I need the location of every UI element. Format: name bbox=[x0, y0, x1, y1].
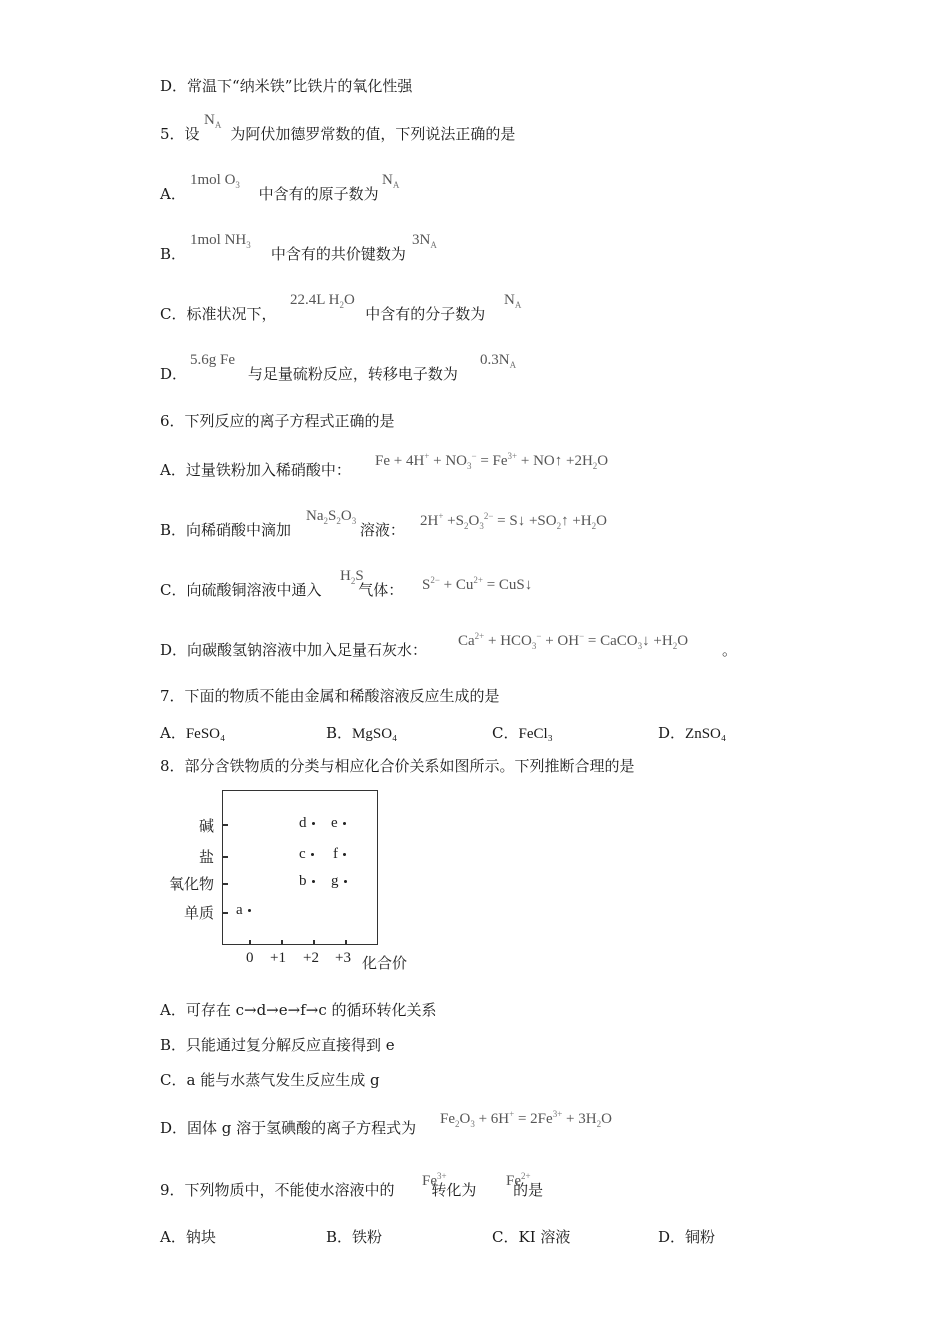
option-label: C． bbox=[492, 1228, 519, 1246]
q8-option-c bbox=[160, 1070, 380, 1090]
point-b: b bbox=[299, 873, 315, 890]
q6-stem bbox=[160, 411, 395, 431]
point-e: e bbox=[331, 815, 346, 832]
question-number: 9． bbox=[160, 1181, 185, 1199]
option-text: 向稀硝酸中滴加 bbox=[186, 521, 292, 539]
option-text: a 能与水蒸气发生反应生成 g bbox=[186, 1071, 380, 1089]
q8-option-d bbox=[160, 1109, 612, 1138]
q9-option-a bbox=[160, 1226, 216, 1247]
option-label: D． bbox=[160, 365, 188, 383]
x-tick bbox=[249, 940, 251, 945]
value: $N_A$ bbox=[504, 292, 522, 310]
formula: 22.4L $H_2O$ bbox=[290, 292, 355, 310]
q6-option-b bbox=[160, 508, 607, 540]
option-text: FeSO₄ bbox=[185, 726, 226, 742]
option-label: D． bbox=[160, 641, 188, 659]
stem: 部分含铁物质的分类与相应化合价关系如图所示。下列推断合理的是 bbox=[184, 757, 635, 775]
option-label: D． bbox=[160, 77, 188, 95]
equation: $S^{2-} + Cu^{2+}$ = CuS↓ bbox=[422, 575, 533, 593]
q9-option-b bbox=[326, 1226, 382, 1247]
y-tick bbox=[222, 824, 228, 826]
formula-na: $N_A$ bbox=[204, 112, 222, 130]
option-label: B． bbox=[160, 1036, 187, 1054]
option-text: 只能通过复分解反应直接得到 e bbox=[186, 1036, 395, 1054]
stem-pre: 下列物质中，不能使水溶液中的 bbox=[184, 1181, 395, 1199]
formula: $H_2S$ bbox=[340, 568, 364, 586]
q5-stem bbox=[160, 112, 516, 144]
y-label-base: 碱 bbox=[198, 817, 214, 835]
point-f: f bbox=[333, 846, 346, 863]
q5-option-a bbox=[160, 172, 400, 204]
option-text: ZnSO₄ bbox=[685, 726, 727, 742]
stem-pre: 设 bbox=[184, 125, 200, 143]
q9-stem bbox=[160, 1171, 544, 1200]
stem-post: 的是 bbox=[513, 1181, 544, 1199]
value: $3N_A$ bbox=[412, 232, 437, 250]
question-number: 5． bbox=[160, 125, 185, 143]
x-label-3: +3 bbox=[335, 950, 351, 966]
q4-option-d bbox=[160, 76, 412, 96]
option-label: B． bbox=[326, 1228, 353, 1246]
q7-stem bbox=[160, 686, 500, 706]
option-text: 铁粉 bbox=[352, 1228, 383, 1246]
option-label: D． bbox=[160, 1119, 188, 1137]
q5-option-b bbox=[160, 232, 437, 264]
q7-option-b bbox=[326, 722, 397, 743]
stem: 下面的物质不能由金属和稀酸溶液反应生成的是 bbox=[184, 687, 500, 705]
q8-stem bbox=[160, 756, 635, 776]
option-text: KI 溶液 bbox=[518, 1228, 571, 1246]
question-number: 6． bbox=[160, 412, 185, 430]
option-label: C． bbox=[160, 581, 187, 599]
formula: 5.6g Fe bbox=[190, 352, 235, 368]
ion-fe3: $Fe^{3+}$ bbox=[422, 1171, 447, 1189]
question-number: 7． bbox=[160, 687, 185, 705]
y-label-element: 单质 bbox=[183, 904, 214, 922]
q7-option-d bbox=[658, 722, 726, 743]
option-label: B． bbox=[326, 724, 353, 742]
equation: $Fe_2O_3 + 6H^+ = 2Fe^{3+} + 3H_2O$ bbox=[440, 1109, 612, 1129]
option-text: 向碳酸氢钠溶液中加入足量石灰水： bbox=[187, 641, 428, 659]
equation: $Fe + 4H^+ + NO_3^- = Fe^{3+}$ + NO↑ $+2H_2O$ bbox=[375, 451, 609, 471]
y-tick bbox=[222, 912, 228, 914]
x-label-1: +1 bbox=[270, 950, 286, 966]
option-text: 与足量硫粉反应，转移电子数为 bbox=[247, 365, 458, 383]
q8-option-a bbox=[160, 1000, 437, 1020]
valence-class-chart bbox=[160, 790, 420, 975]
point-g: g bbox=[331, 873, 347, 890]
option-label: C． bbox=[492, 724, 519, 742]
option-text: FeCl₃ bbox=[518, 726, 553, 742]
option-text2: 溶液： bbox=[359, 521, 405, 539]
x-tick bbox=[345, 940, 347, 945]
q7-option-c bbox=[492, 722, 553, 743]
x-tick bbox=[281, 940, 283, 945]
option-text: 固体 g 溶于氢碘酸的离子方程式为 bbox=[187, 1119, 417, 1137]
option-text: 向硫酸铜溶液中通入 bbox=[186, 581, 322, 599]
option-label: D． bbox=[658, 1228, 686, 1246]
option-label: A． bbox=[160, 724, 186, 742]
y-tick bbox=[222, 883, 228, 885]
option-label: C． bbox=[160, 305, 187, 323]
stem-mid: 转化为 bbox=[431, 1181, 477, 1199]
q6-option-d bbox=[160, 631, 738, 660]
value: $0.3N_A$ bbox=[480, 352, 517, 370]
equation: $2H^+ +S_2O_3^{2-}$ = S↓ $+SO_2↑ +H_2O$ bbox=[420, 511, 607, 531]
option-text2: 气体： bbox=[358, 581, 404, 599]
q7-option-a bbox=[160, 722, 225, 743]
option-text: 钠块 bbox=[185, 1228, 216, 1246]
option-text: 中含有的原子数为 bbox=[258, 185, 379, 203]
option-label: A． bbox=[160, 461, 186, 479]
y-label-salt: 盐 bbox=[198, 848, 214, 866]
x-label-0: 0 bbox=[246, 950, 254, 966]
point-c: c bbox=[299, 846, 314, 863]
equation: $Ca^{2+} + HCO_3^- + OH^-$ = CaCO$_3$↓ $+H_2O$ bbox=[458, 631, 689, 651]
x-label-2: +2 bbox=[303, 950, 319, 966]
ion-fe2: $Fe^{2+}$ bbox=[506, 1171, 531, 1189]
y-label-oxide: 氧化物 bbox=[168, 875, 214, 893]
x-axis-title: 化合价 bbox=[362, 954, 408, 972]
formula: 1mol $O_3$ bbox=[190, 172, 240, 190]
option-text: MgSO₄ bbox=[352, 726, 398, 742]
option-text: 过量铁粉加入稀硝酸中： bbox=[185, 461, 351, 479]
option-text: 铜粉 bbox=[685, 1228, 716, 1246]
value: $N_A$ bbox=[382, 172, 400, 190]
option-pre: 标准状况下， bbox=[186, 305, 277, 323]
option-text: 可存在 c→d→e→f→c 的循环转化关系 bbox=[185, 1001, 437, 1019]
chart-frame bbox=[222, 790, 378, 945]
q6-option-c bbox=[160, 568, 533, 600]
x-tick bbox=[313, 940, 315, 945]
option-label: B． bbox=[160, 521, 187, 539]
option-label: A． bbox=[160, 1228, 186, 1246]
option-label: C． bbox=[160, 1071, 187, 1089]
option-label: A． bbox=[160, 1001, 186, 1019]
point-d: d bbox=[299, 815, 315, 832]
option-text: 中含有的共价键数为 bbox=[270, 245, 406, 263]
stem: 下列反应的离子方程式正确的是 bbox=[184, 412, 395, 430]
point-a: a bbox=[236, 902, 251, 919]
option-label: A． bbox=[160, 185, 186, 203]
formula: 1mol $NH_3$ bbox=[190, 232, 251, 250]
formula: $Na_2S_2O_3$ bbox=[306, 508, 357, 526]
stem-post: 为阿伏加德罗常数的值，下列说法正确的是 bbox=[230, 125, 516, 143]
option-label: D． bbox=[658, 724, 686, 742]
q6-option-a bbox=[160, 451, 609, 480]
y-tick bbox=[222, 856, 228, 858]
option-text: 常温下“纳米铁”比铁片的氧化性强 bbox=[187, 77, 413, 95]
period: 。 bbox=[722, 641, 738, 659]
question-number: 8． bbox=[160, 757, 185, 775]
q5-option-d bbox=[160, 352, 517, 384]
q9-option-d bbox=[658, 1226, 715, 1247]
q5-option-c bbox=[160, 292, 522, 324]
q9-option-c bbox=[492, 1226, 570, 1247]
option-text: 中含有的分子数为 bbox=[365, 305, 486, 323]
option-label: B． bbox=[160, 245, 187, 263]
q8-option-b bbox=[160, 1035, 395, 1055]
